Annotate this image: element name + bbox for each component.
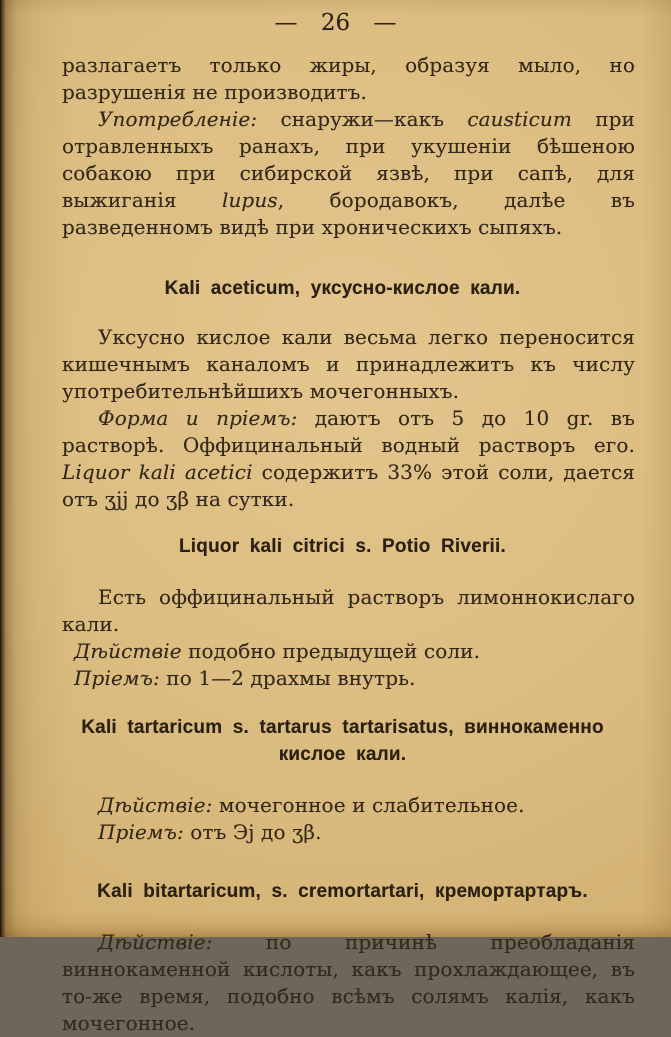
paragraph-tartaricum-action — [62, 792, 635, 819]
latin-term-lupus: lupus — [221, 188, 278, 212]
form-dose-label: Форма и пріемъ: — [98, 406, 298, 430]
paragraph-text: даютъ отъ 5 до 10 gr. въ растворѣ. Оффицинальный водный растворъ его. — [62, 406, 635, 457]
paragraph-text: подобно предыдущей соли. — [181, 639, 481, 663]
paragraph-soap-continuation — [62, 52, 635, 106]
paragraph-text: содержитъ 33% этой соли, дается отъ ʒjj до ʒβ на сутки. — [62, 460, 635, 511]
paragraph-text: отъ Эj до ʒβ. — [183, 820, 322, 844]
page-number: — 26 — — [274, 10, 397, 36]
usage-label: Употребленіе: — [98, 107, 258, 131]
paragraph-usage — [62, 106, 635, 241]
paragraph-text: разлагаетъ только жиры, образуя мыло, но разрушенія не производитъ. — [62, 53, 635, 104]
heading-kali-tartaricum: Kali tartaricum s. tartarus tartarisatus, виннокаменно кислое кали. — [81, 717, 604, 765]
paragraph-tartaricum-dose — [62, 819, 635, 846]
paragraph-text: по 1—2 драхмы внутрь. — [159, 666, 416, 690]
paragraph-text: Есть оффицинальный растворъ лимоннокислаго кали. — [62, 585, 635, 636]
paragraph-text: по причинѣ преобладанія виннокаменной кислоты, какъ прохлаждающее, въ то-же время, подобно всѣмъ солямъ калія, какъ мочегонное. — [62, 930, 635, 1035]
dose-label: Пріемъ: — [98, 820, 184, 844]
paragraph-kali-aceticum-dosage — [62, 405, 635, 513]
heading-liquor-kali-citrici: Liquor kali citrici s. Potio Riverii. — [179, 536, 506, 557]
dose-label: Пріемъ: — [74, 666, 160, 690]
page-header — [0, 0, 671, 36]
heading-kali-bitartaricum: Kali bitartaricum, s. cremortartari, кремортартаръ. — [97, 881, 588, 902]
latin-term-liquor-kali-acetici: Liquor kali acetici — [62, 460, 253, 484]
heading-kali-aceticum: Kali aceticum, уксусно-кислое кали. — [164, 278, 521, 299]
paragraph-text: мочегонное и слабительное. — [212, 793, 525, 817]
latin-term-causticum: causticum — [467, 107, 572, 131]
action-label: Дѣйствіе — [74, 639, 182, 663]
paragraph-liquor-dose — [62, 665, 635, 692]
paragraph-text: Уксусно кислое кали весьма легко переносится кишечнымъ каналомъ и принадлежитъ къ числу употребительнѣйшихъ мочегонныхъ. — [62, 325, 635, 403]
paragraph-bitartaricum-action — [62, 929, 635, 1037]
paragraph-kali-aceticum-description — [62, 324, 635, 405]
paragraph-liquor-description — [62, 584, 635, 638]
paragraph-liquor-action — [62, 638, 635, 665]
action-label: Дѣйствіе: — [98, 793, 213, 817]
paragraph-text: снаружи—какъ — [257, 107, 468, 131]
paragraph-text: , бородавокъ, далѣе въ разведенномъ видѣ при хроническихъ сыпяхъ. — [62, 188, 635, 239]
action-label: Дѣйствіе: — [98, 930, 213, 954]
paragraph-text: при отравленныхъ ранахъ, при укушеніи бѣшеною собакою при сибирской язвѣ, при сапѣ, для выжиганія — [62, 107, 635, 212]
